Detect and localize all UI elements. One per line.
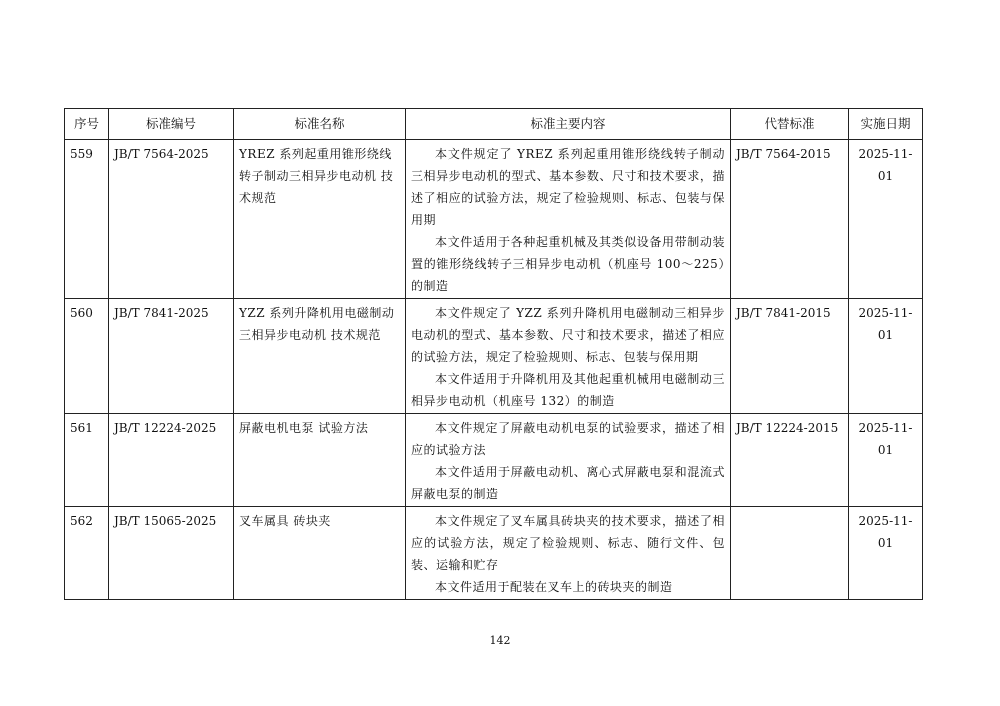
cell-name: 叉车属具 砖块夹: [234, 507, 406, 600]
cell-replaces: [731, 507, 849, 600]
table-header-row: [65, 109, 923, 140]
table-row: [65, 140, 923, 299]
cell-no: 562: [65, 507, 109, 600]
cell-content: [406, 507, 731, 600]
cell-code: JB/T 7564-2025: [109, 140, 234, 299]
table-row: [65, 414, 923, 507]
cell-no: 560: [65, 299, 109, 414]
cell-date: 2025-11-01: [849, 140, 923, 299]
table-row: [65, 299, 923, 414]
header-no: 序号: [65, 109, 109, 140]
content-paragraph: 本文件规定了叉车属具砖块夹的技术要求，描述了相应的试验方法，规定了检验规则、标志、随行文件、包装、运输和贮存: [411, 514, 725, 572]
cell-name: YREZ 系列起重用锥形绕线转子制动三相异步电动机 技术规范: [234, 140, 406, 299]
content-paragraph: 本文件适用于升降机用及其他起重机械用电磁制动三相异步电动机（机座号 132）的制造: [411, 372, 725, 408]
cell-content: [406, 140, 731, 299]
cell-replaces: JB/T 7841-2015: [731, 299, 849, 414]
header-code: 标准编号: [109, 109, 234, 140]
cell-date: 2025-11-01: [849, 414, 923, 507]
content-paragraph: 本文件规定了 YREZ 系列起重用锥形绕线转子制动三相异步电动机的型式、基本参数、尺寸和技术要求，描述了相应的试验方法，规定了检验规则、标志、包装与保用期: [411, 147, 725, 227]
cell-replaces: JB/T 12224-2015: [731, 414, 849, 507]
header-replaces: 代替标准: [731, 109, 849, 140]
cell-date: 2025-11-01: [849, 299, 923, 414]
standards-table: [64, 108, 923, 600]
table-row: [65, 507, 923, 600]
cell-name: YZZ 系列升降机用电磁制动三相异步电动机 技术规范: [234, 299, 406, 414]
cell-no: 559: [65, 140, 109, 299]
cell-no: 561: [65, 414, 109, 507]
cell-date: 2025-11-01: [849, 507, 923, 600]
cell-code: JB/T 12224-2025: [109, 414, 234, 507]
cell-content: [406, 299, 731, 414]
cell-code: JB/T 15065-2025: [109, 507, 234, 600]
header-name: 标准名称: [234, 109, 406, 140]
content-paragraph: 本文件规定了 YZZ 系列升降机用电磁制动三相异步电动机的型式、基本参数、尺寸和技术要求，描述了相应的试验方法，规定了检验规则、标志、包装与保用期: [411, 306, 725, 364]
cell-content: [406, 414, 731, 507]
cell-name: 屏蔽电机电泵 试验方法: [234, 414, 406, 507]
cell-code: JB/T 7841-2025: [109, 299, 234, 414]
content-paragraph: 本文件适用于各种起重机械及其类似设备用带制动装置的锥形绕线转子三相异步电动机（机座号 100～225）的制造: [411, 235, 725, 293]
header-content: 标准主要内容: [406, 109, 731, 140]
header-date: 实施日期: [849, 109, 923, 140]
content-paragraph: 本文件适用于屏蔽电动机、离心式屏蔽电泵和混流式屏蔽电泵的制造: [411, 465, 725, 501]
content-paragraph: 本文件规定了屏蔽电动机电泵的试验要求，描述了相应的试验方法: [411, 421, 725, 457]
content-paragraph: 本文件适用于配装在叉车上的砖块夹的制造: [435, 580, 673, 594]
page-number: 142: [489, 634, 511, 647]
cell-replaces: JB/T 7564-2015: [731, 140, 849, 299]
